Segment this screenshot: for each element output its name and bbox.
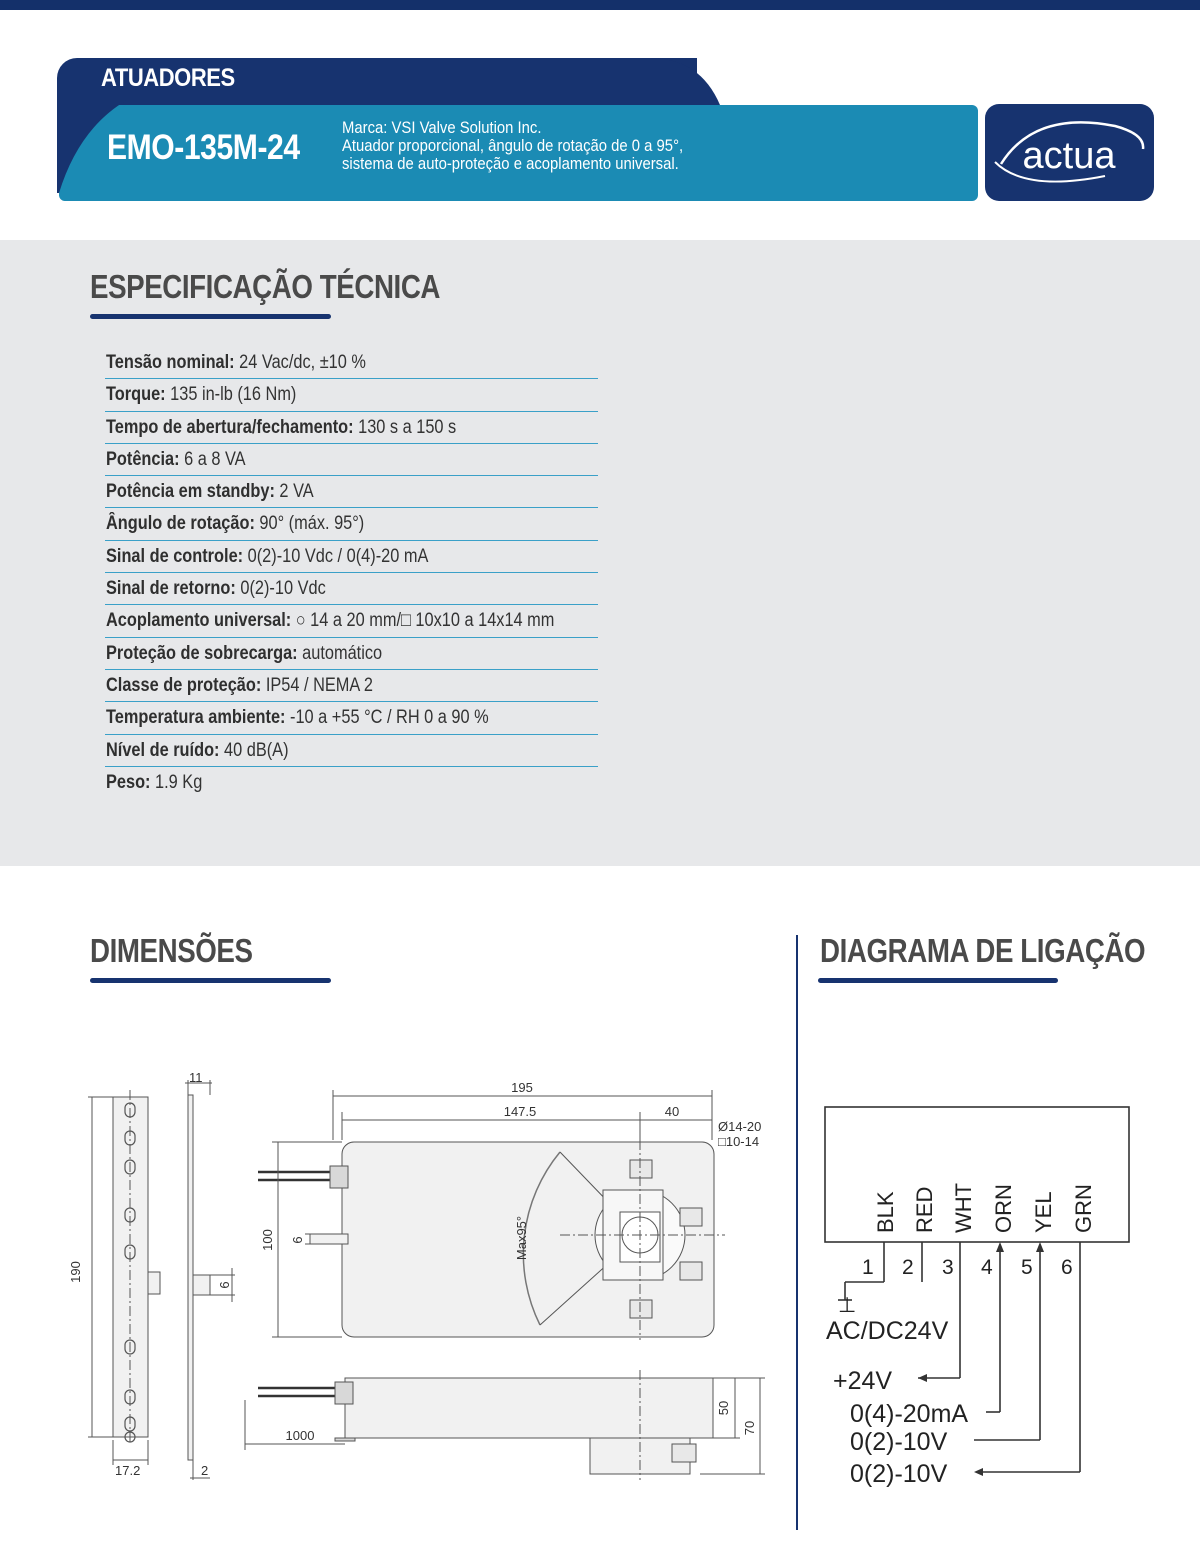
spec-value: 1.9 Kg <box>150 771 203 793</box>
description-line: sistema de auto-proteção e acoplamento universal. <box>342 155 679 173</box>
spec-value: automático <box>297 642 383 664</box>
product-model: EMO-135M-24 <box>107 128 300 167</box>
dim-40: 40 <box>664 1104 680 1119</box>
wire-color: ORN <box>991 1184 1016 1233</box>
signal-label: 0(4)-20mA <box>850 1400 969 1428</box>
description-line: Atuador proporcional, ângulo de rotação de 0 a 95°, <box>342 137 684 155</box>
spec-label: Torque: <box>106 384 166 406</box>
spec-row <box>105 767 598 799</box>
spec-label: Sinal de retorno: <box>106 578 236 600</box>
spec-label: Temperatura ambiente: <box>106 707 286 729</box>
header-category: ATUADORES <box>101 64 235 92</box>
dimensions-underline <box>90 978 331 983</box>
spec-value: 130 s a 150 s <box>353 416 457 438</box>
dim-6-bracket: 6 <box>217 1281 232 1289</box>
dim-shaft-round: Ø14-20 <box>718 1119 762 1134</box>
wiring-title: DIAGRAMA DE LIGAÇÃO <box>820 932 1146 969</box>
top-accent-bar <box>0 0 1200 10</box>
spec-row <box>105 444 598 476</box>
spec-value: 2 VA <box>274 481 314 503</box>
dim-6-shaft: 6 <box>290 1236 305 1244</box>
spec-row <box>105 735 598 767</box>
spec-row <box>105 541 598 573</box>
wire-color: BLK <box>873 1191 898 1233</box>
spec-label: Sinal de controle: <box>106 545 244 567</box>
spec-value: 6 a 8 VA <box>179 448 246 470</box>
spec-value: 0(2)-10 Vdc <box>235 578 326 600</box>
wiring-underline <box>818 978 1058 983</box>
spec-label: Nível de ruído: <box>106 739 220 761</box>
spec-value: IP54 / NEMA 2 <box>261 674 374 696</box>
spec-label: Acoplamento universal: <box>106 610 292 632</box>
terminal-number: 6 <box>1061 1256 1073 1279</box>
dimensions-title: DIMENSÕES <box>90 932 253 969</box>
signal-label: 0(2)-10V <box>850 1460 948 1488</box>
description-line: Marca: VSI Valve Solution Inc. <box>342 119 542 137</box>
spec-label: Tempo de abertura/fechamento: <box>106 416 354 438</box>
spec-value: 0(2)-10 Vdc / 0(4)-20 mA <box>243 545 429 567</box>
dim-17-2: 17.2 <box>115 1463 141 1478</box>
spec-label: Tensão nominal: <box>106 352 235 373</box>
wire-color: YEL <box>1031 1191 1056 1233</box>
spec-row <box>105 605 598 637</box>
signal-label: +24V <box>833 1367 893 1395</box>
spec-value: 135 in-lb (16 Nm) <box>165 384 297 406</box>
dim-70: 70 <box>742 1420 757 1436</box>
dim-1000: 1000 <box>285 1428 315 1443</box>
spec-row <box>105 573 598 605</box>
bracket-side-view <box>188 1095 193 1460</box>
dim-2: 2 <box>201 1463 209 1478</box>
dim-147-5: 147.5 <box>503 1104 537 1119</box>
spec-row <box>105 379 598 411</box>
terminal-number: 4 <box>981 1256 993 1279</box>
spec-value: -10 a +55 °C / RH 0 a 90 % <box>285 707 489 729</box>
signal-label: 0(2)-10V <box>850 1428 948 1456</box>
wire-color: GRN <box>1071 1184 1096 1233</box>
spec-row <box>105 508 598 540</box>
spec-value: 90° (máx. 95°) <box>254 513 365 535</box>
spec-row <box>105 476 598 508</box>
spec-label: Proteção de sobrecarga: <box>106 642 298 664</box>
specification-title: ESPECIFICAÇÃO TÉCNICA <box>90 268 441 305</box>
dim-100: 100 <box>260 1229 275 1251</box>
dim-11: 11 <box>189 1070 203 1085</box>
ground-symbol: ⊥ <box>838 1294 857 1317</box>
spec-label: Ângulo de rotação: <box>106 513 255 535</box>
product-description <box>342 119 756 173</box>
specification-underline <box>90 314 331 319</box>
brand-logo <box>985 104 1154 201</box>
spec-label: Classe de proteção: <box>106 674 262 696</box>
spec-row <box>105 638 598 670</box>
wire-color: RED <box>912 1186 937 1233</box>
terminal-number: 2 <box>902 1256 914 1279</box>
dim-max95: Max95° <box>514 1215 529 1261</box>
spec-label: Potência em standby: <box>106 481 275 503</box>
spec-value: ○ 14 a 20 mm/□ 10x10 a 14x14 mm <box>291 610 555 632</box>
logo-text: actua <box>1022 135 1116 177</box>
actuator-side-view <box>345 1378 713 1438</box>
terminal-number: 1 <box>862 1256 874 1279</box>
spec-row <box>105 670 598 702</box>
technical-drawings <box>0 1040 1200 1544</box>
dim-50: 50 <box>716 1400 731 1416</box>
header-tab-curve <box>560 58 720 108</box>
spec-list <box>105 347 598 799</box>
spec-label: Potência: <box>106 448 180 470</box>
spec-value: 24 Vac/dc, ±10 % <box>234 352 366 373</box>
wire-color: WHT <box>951 1182 976 1233</box>
spec-row <box>105 412 598 444</box>
spec-label: Peso: <box>106 771 151 793</box>
spec-value: 40 dB(A) <box>219 739 289 761</box>
dim-195: 195 <box>511 1080 533 1095</box>
spec-row <box>105 702 598 734</box>
dim-shaft-square: □10-14 <box>718 1134 760 1149</box>
spec-row <box>105 347 598 379</box>
terminal-number: 3 <box>942 1256 954 1279</box>
dim-190: 190 <box>68 1261 83 1283</box>
terminal-number: 5 <box>1021 1256 1033 1279</box>
supply-label: AC/DC24V <box>826 1317 949 1345</box>
